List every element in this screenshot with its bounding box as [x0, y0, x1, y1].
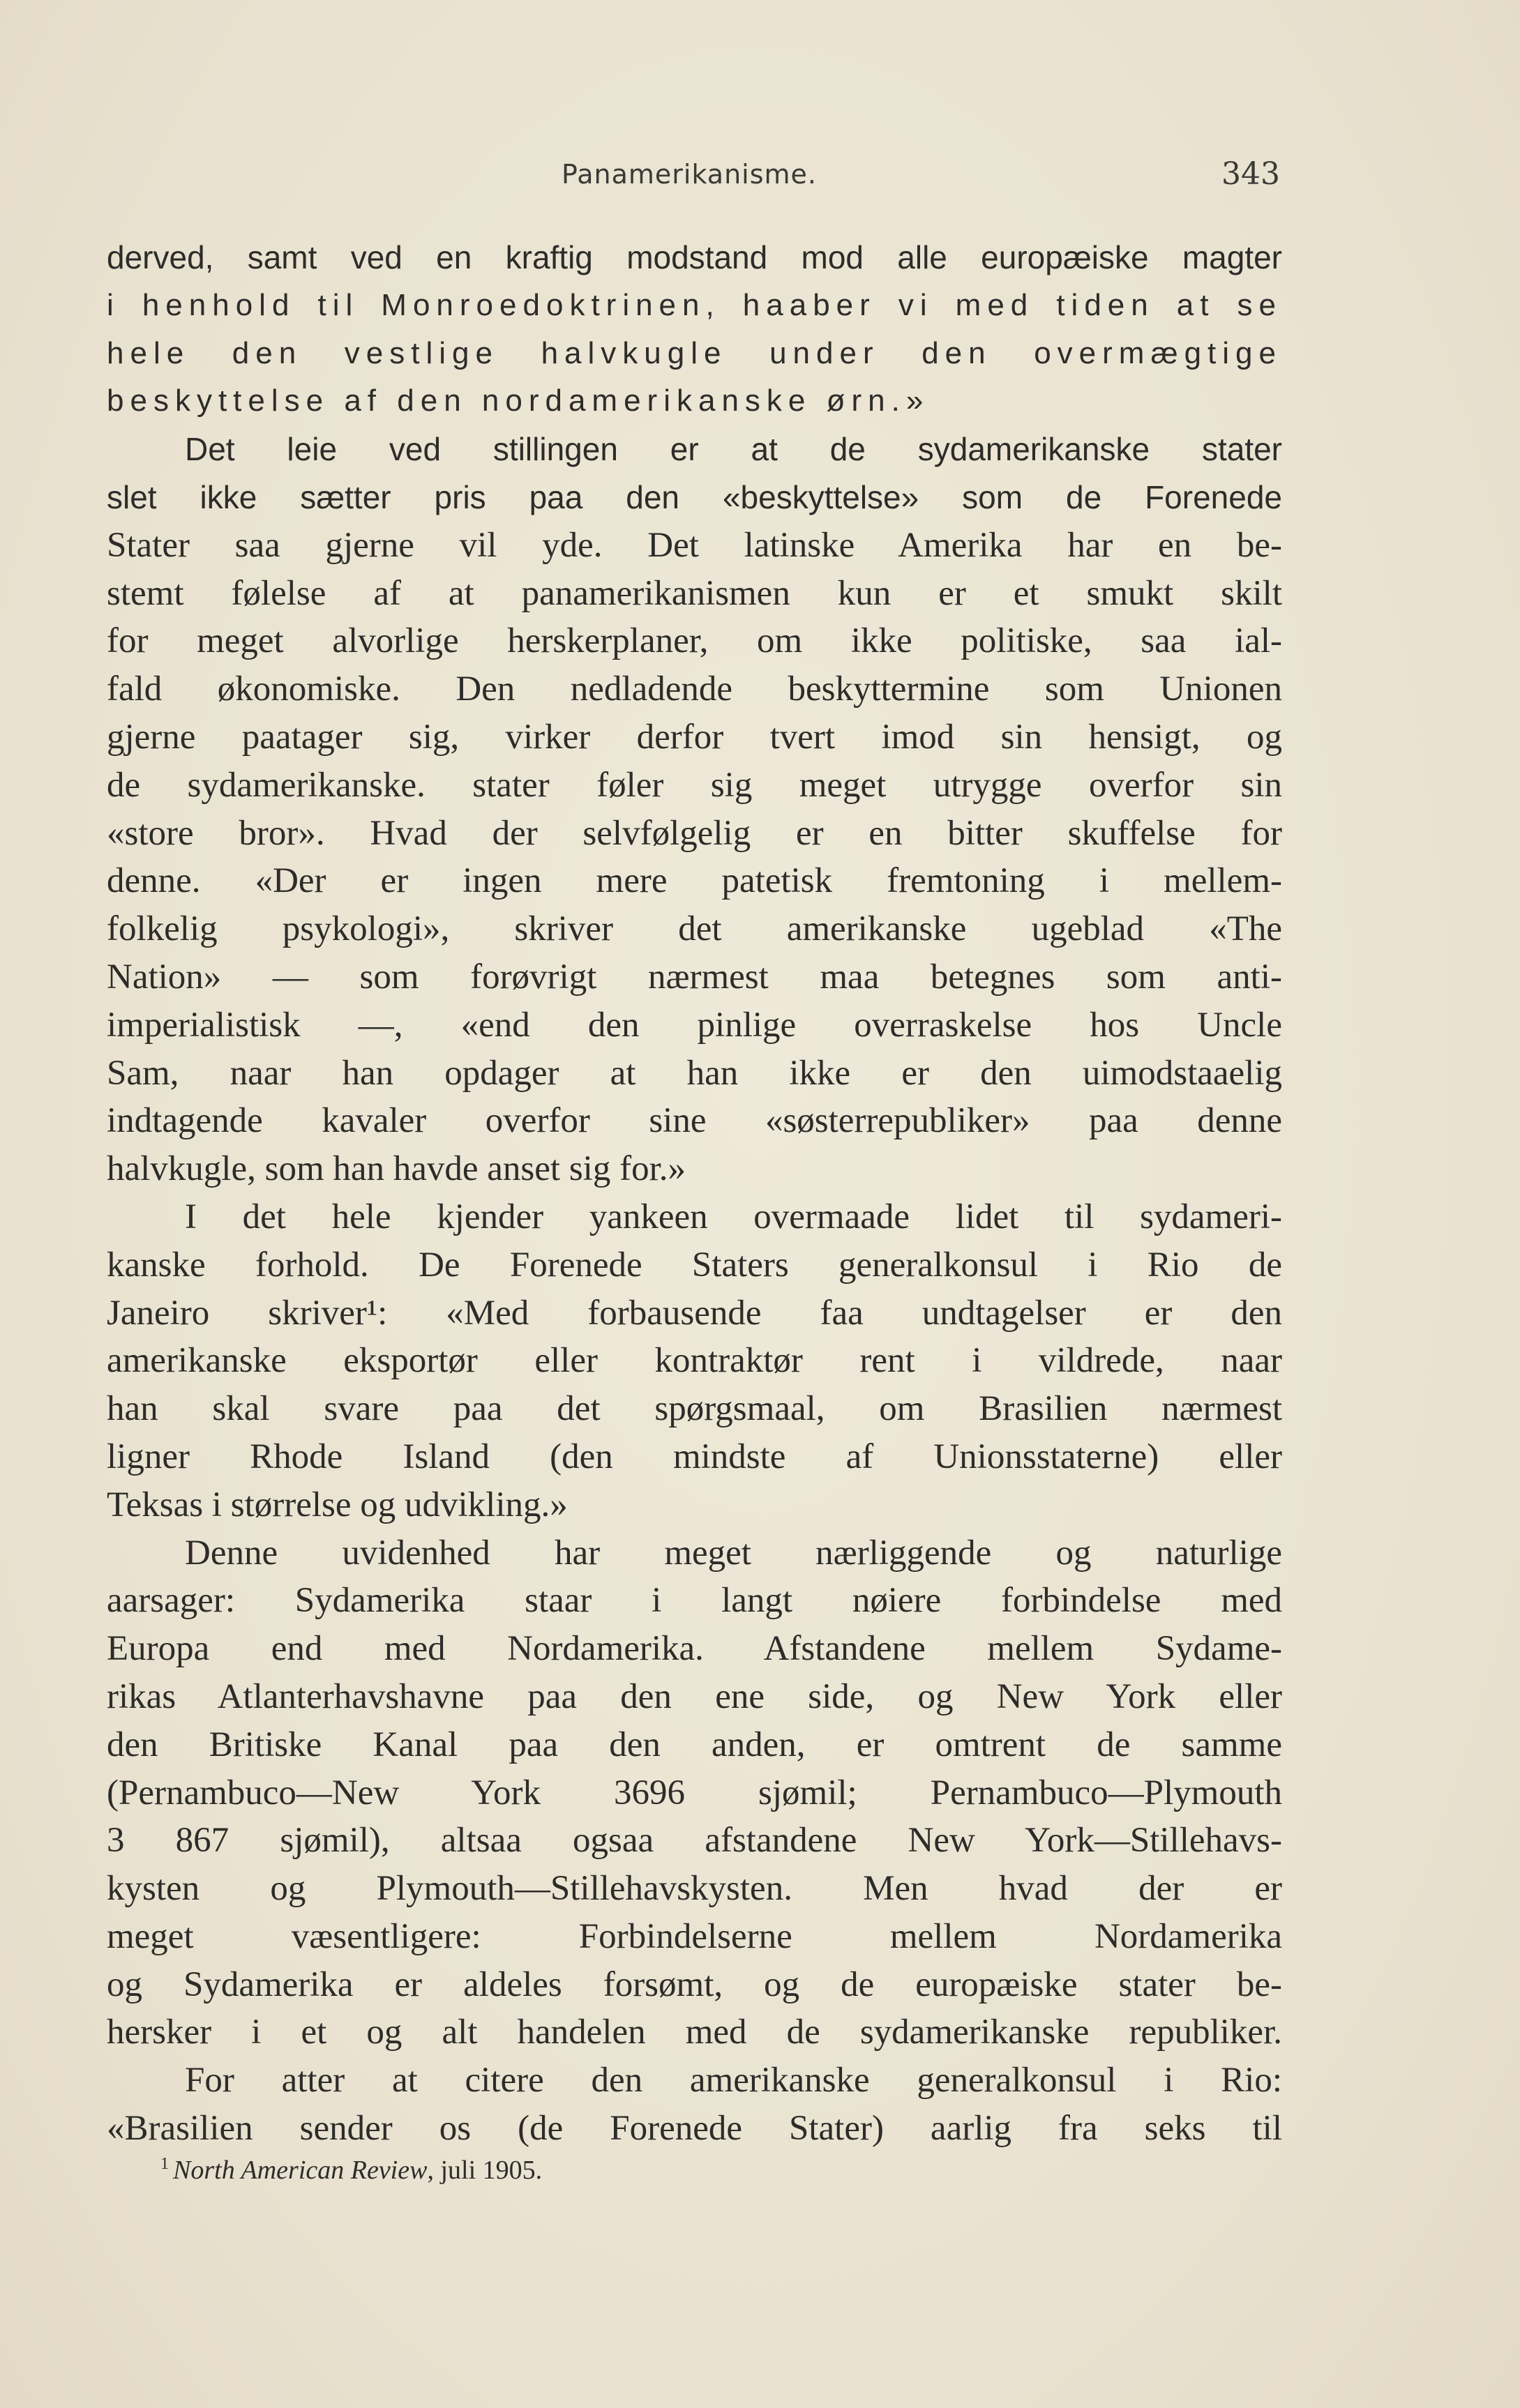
- text-line: For atter at citere den amerikanske generalkonsul i Rio:: [185, 2061, 1282, 2100]
- text-line: Denne uvidenhed har meget nærliggende og naturlige: [185, 1533, 1282, 1573]
- text-line: folkelig psykologi», skriver det amerikanske ugeblad «The: [107, 909, 1282, 949]
- text-line: meget væsentligere: Forbindelserne mellem Nordamerika: [107, 1916, 1282, 1956]
- text-line: de sydamerikanske. stater føler sig meget utrygge overfor sin: [107, 765, 1282, 805]
- text-line: indtagende kavaler overfor sine «søsterrepubliker» paa denne: [107, 1101, 1282, 1141]
- text-line: slet ikke sætter pris paa den «beskyttelse» som de Forenede: [107, 478, 1282, 515]
- text-line: gjerne paatager sig, virker derfor tvert imod sin hensigt, og: [107, 717, 1282, 757]
- text-line: derved, samt ved en kraftig modstand mod alle europæiske magter: [107, 239, 1282, 275]
- page-number: 343: [1221, 156, 1280, 192]
- text-line: kysten og Plymouth—Stillehavskysten. Men hvad der er: [107, 1869, 1282, 1909]
- text-line: han skal svare paa det spørgsmaal, om Brasilien nærmest: [107, 1389, 1282, 1429]
- text-line: i henhold til Monroedoktrinen, haaber vi med tiden at se: [107, 287, 1282, 322]
- footnote-marker: 1: [160, 2155, 169, 2173]
- page-header: [108, 153, 1280, 195]
- text-line: hele den vestlige halvkugle under den overmægtige: [107, 335, 1282, 370]
- text-line: denne. «Der er ingen mere patetisk fremtoning i mellem-: [107, 861, 1282, 901]
- text-line: Janeiro skriver¹: «Med forbausende faa undtagelser er den: [107, 1293, 1282, 1333]
- text-line: Teksas i størrelse og udvikling.»: [107, 1485, 568, 1524]
- text-line: 3 867 sjømil), altsaa ogsaa afstandene New York—Stillehavs-: [107, 1821, 1282, 1861]
- text-line: «Brasilien sender os (de Forenede Stater) aarlig fra seks til: [107, 2109, 1282, 2149]
- text-line: Nation» — som forøvrigt nærmest maa betegnes som anti-: [107, 957, 1282, 997]
- text-line: (Pernambuco—New York 3696 sjømil; Pernambuco—Plymouth: [107, 1773, 1282, 1812]
- text-line: Det leie ved stillingen er at de sydamerikanske stater: [185, 431, 1282, 468]
- text-line: halvkugle, som han havde anset sig for.»: [107, 1149, 686, 1189]
- text-line: Sam, naar han opdager at han ikke er den uimodstaaelig: [107, 1053, 1282, 1093]
- footnote-date: , juli 1905.: [427, 2156, 543, 2185]
- text-line: imperialistisk —, «end den pinlige overraskelse hos Uncle: [107, 1005, 1282, 1045]
- text-line: aarsager: Sydamerika staar i langt nøiere forbindelse med: [107, 1581, 1282, 1621]
- text-line: Stater saa gjerne vil yde. Det latinske Amerika har en be-: [107, 525, 1282, 565]
- text-line: beskyttelse af den nordamerikanske ørn.»: [107, 384, 930, 418]
- text-line: I det hele kjender yankeen overmaade lidet til sydameri-: [185, 1197, 1282, 1236]
- footnote-source-title: North American Review: [173, 2156, 428, 2185]
- running-head: Panamerikanisme.: [562, 159, 817, 190]
- text-line: stemt følelse af at panamerikanismen kun er et smukt skilt: [107, 573, 1282, 613]
- text-line: ligner Rhode Island (den mindste af Unionsstaterne) eller: [107, 1437, 1282, 1476]
- body-text: [107, 234, 1282, 2153]
- text-line: og Sydamerika er aldeles forsømt, og de europæiske stater be-: [107, 1964, 1282, 2004]
- text-line: amerikanske eksportør eller kontraktør rent i vildrede, naar: [107, 1341, 1282, 1381]
- text-line: «store bror». Hvad der selvfølgelig er en bitter skuffelse for: [107, 813, 1282, 853]
- text-line: fald økonomiske. Den nedladende beskyttermine som Unionen: [107, 669, 1282, 709]
- text-line: den Britiske Kanal paa den anden, er omtrent de samme: [107, 1725, 1282, 1764]
- text-line: for meget alvorlige herskerplaner, om ikke politiske, saa ial-: [107, 621, 1282, 661]
- text-line: hersker i et og alt handelen med de sydamerikanske republiker.: [107, 2013, 1282, 2052]
- text-line: kanske forhold. De Forenede Staters generalkonsul i Rio de: [107, 1245, 1282, 1285]
- text-line: rikas Atlanterhavshavne paa den ene side, og New York eller: [107, 1676, 1282, 1716]
- text-line: Europa end med Nordamerika. Afstandene mellem Sydame-: [107, 1629, 1282, 1669]
- footnote: [160, 2155, 542, 2186]
